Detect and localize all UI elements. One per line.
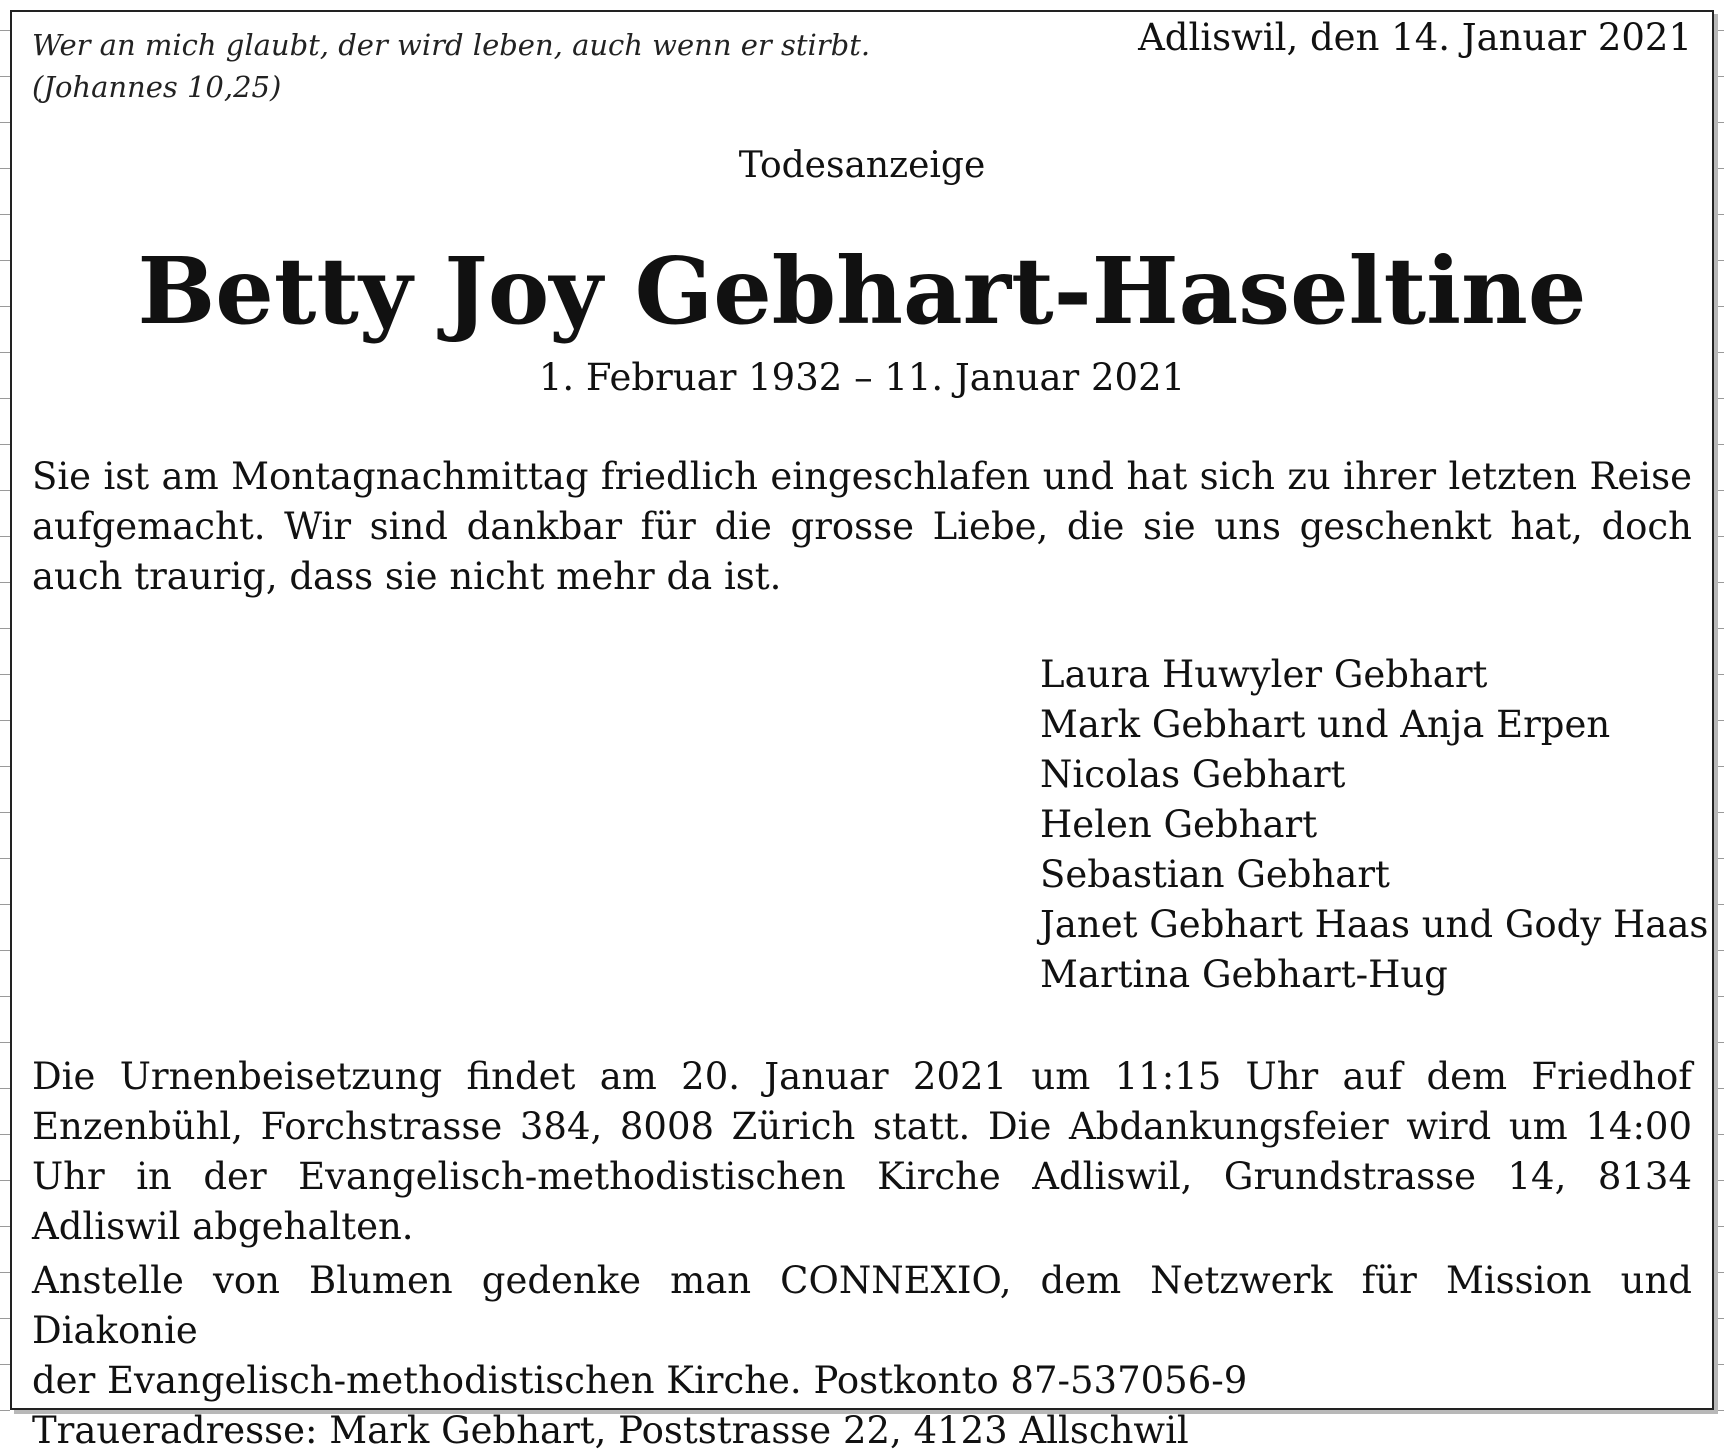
edge-tick [0, 1410, 10, 1411]
edge-tick [0, 582, 10, 583]
mourning-address: Traueradresse: Mark Gebhart, Poststrasse 22, 4123 Allschwil [32, 1409, 1189, 1452]
bible-quote [32, 24, 870, 108]
lifespan-dates: 1. Februar 1932 – 11. Januar 2021 [538, 356, 1186, 399]
edge-tick [0, 1088, 10, 1089]
quote-text: Wer an mich glaubt, der wird leben, auch wenn er stirbt. [32, 28, 871, 62]
edge-tick [0, 214, 10, 215]
edge-tick [0, 30, 10, 31]
donation-line-1: Anstelle von Blumen gedenke man CONNEXIO, dem Netzwerk für Mission und Diakonie [32, 1259, 1692, 1352]
edge-tick [1714, 628, 1724, 629]
footer-paragraph [32, 1256, 1692, 1456]
mourner-item: Sebastian Gebhart [1040, 853, 1390, 896]
edge-tick [0, 1364, 10, 1365]
mourner-item: Laura Huwyler Gebhart [1040, 653, 1488, 696]
mourner-item: Nicolas Gebhart [1040, 753, 1346, 796]
edge-tick [1714, 766, 1724, 767]
edge-tick [0, 1272, 10, 1273]
edge-tick [1714, 720, 1724, 721]
mourners-list [1040, 650, 1708, 1000]
edge-tick [1714, 582, 1724, 583]
donation-line-2: der Evangelisch-methodistischen Kirche. Postkonto 87-537056-9 [32, 1359, 1248, 1402]
left-edge-ticks [0, 0, 10, 1417]
edge-tick [0, 1180, 10, 1181]
edge-tick [0, 122, 10, 123]
mourner-item: Helen Gebhart [1040, 803, 1318, 846]
edge-tick [1714, 1272, 1724, 1273]
edge-tick [1714, 1318, 1724, 1319]
edge-tick [0, 950, 10, 951]
edge-tick [1714, 490, 1724, 491]
edge-tick [1714, 1364, 1724, 1365]
edge-tick [0, 1042, 10, 1043]
announcement-paragraph: Sie ist am Montagnachmittag friedlich eingeschlafen und hat sich zu ihrer letzten Reise aufgemacht. Wir sind dankbar für die grosse Liebe, die sie uns geschenkt hat, doch auch traurig, dass sie nicht mehr da ist. [32, 455, 1692, 598]
ceremony-paragraph: Die Urnenbeisetzung findet am 20. Januar 2021 um 11:15 Uhr auf dem Friedhof Enzenbühl, Forchstrasse 384, 8008 Zürich statt. Die Abdankungsfeier wird um 14:00 Uhr in der Evangelisch-methodistischen Kirche Adliswil, Grundstrasse 14, 8134 Adliswil abgehalten. [32, 1055, 1692, 1248]
edge-tick [0, 996, 10, 997]
edge-tick [0, 76, 10, 77]
notice-type-heading: Todesanzeige [738, 145, 986, 186]
edge-tick [0, 444, 10, 445]
place-and-date: Adliswil, den 14. Januar 2021 [1138, 16, 1692, 59]
edge-tick [1714, 1410, 1724, 1411]
edge-tick [0, 720, 10, 721]
edge-tick [0, 812, 10, 813]
edge-tick [1714, 674, 1724, 675]
edge-tick [0, 352, 10, 353]
deceased-name: Betty Joy Gebhart-Haseltine [137, 237, 1587, 345]
mourner-item: Mark Gebhart und Anja Erpen [1040, 703, 1611, 746]
edge-tick [0, 674, 10, 675]
edge-tick [1714, 536, 1724, 537]
edge-tick [0, 628, 10, 629]
edge-tick [0, 1226, 10, 1227]
edge-tick [1714, 352, 1724, 353]
edge-tick [0, 766, 10, 767]
right-edge-ticks [1714, 0, 1724, 1417]
edge-tick [1714, 812, 1724, 813]
edge-tick [0, 1134, 10, 1135]
edge-tick [1714, 444, 1724, 445]
edge-tick [1714, 904, 1724, 905]
edge-tick [0, 490, 10, 491]
edge-tick [0, 1318, 10, 1319]
edge-tick [1714, 950, 1724, 951]
edge-tick [0, 904, 10, 905]
edge-tick [1714, 1088, 1724, 1089]
edge-tick [1714, 996, 1724, 997]
edge-tick [1714, 1134, 1724, 1135]
mourner-item: Janet Gebhart Haas und Gody Haas [1040, 903, 1709, 946]
edge-tick [0, 536, 10, 537]
edge-tick [1714, 122, 1724, 123]
edge-tick [1714, 76, 1724, 77]
edge-tick [1714, 858, 1724, 859]
mourner-item: Martina Gebhart-Hug [1040, 953, 1448, 996]
edge-tick [1714, 214, 1724, 215]
edge-tick [1714, 30, 1724, 31]
edge-tick [1714, 1226, 1724, 1227]
edge-tick [1714, 1180, 1724, 1181]
edge-tick [0, 858, 10, 859]
edge-tick [1714, 1042, 1724, 1043]
quote-reference: (Johannes 10,25) [32, 70, 282, 104]
